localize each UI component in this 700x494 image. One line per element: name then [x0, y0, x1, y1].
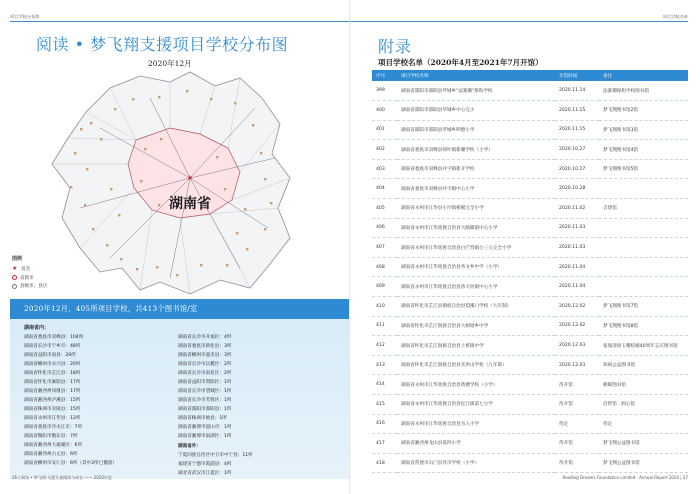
- cell-note: 知病公益图书馆: [599, 355, 688, 375]
- cell-time: 2020.10.27: [555, 159, 599, 179]
- cell-name: 湖南省湘西州龙山县第四小学: [397, 434, 555, 454]
- cell-time: 2020.10.27: [555, 140, 599, 160]
- cell-note: 梦飞翔图书馆8馆: [599, 316, 688, 336]
- cell-no: 412: [372, 336, 397, 356]
- column-header: 备注: [599, 70, 688, 81]
- hunan-map-svg: [40, 68, 310, 296]
- cell-no: 402: [372, 140, 397, 160]
- cell-name: 湖南省娄底市双峰县荷叶镇新耀学校（小学）: [397, 140, 555, 160]
- map-date: 2020年12月: [148, 59, 192, 68]
- cell-no: 408: [372, 257, 397, 277]
- school-list-title: 项目学校名单（2020年4月至2021年7月开馆）: [378, 58, 543, 67]
- column-header: 序号: [372, 70, 397, 81]
- summary-line: 湖南省怀化市麻阳县：17所: [24, 380, 81, 385]
- table-row: [372, 159, 688, 179]
- summary-line: 湖南省郴州市安仁县：6所（其中2所已撤废）: [24, 461, 118, 466]
- cell-name: 湖南省永州市江华瑶族自治县为人小学: [397, 414, 555, 434]
- map-title: 阅读 • 梦飞翔支援项目学校分布图: [36, 35, 289, 54]
- table-row: [372, 257, 688, 277]
- cell-no: 415: [372, 395, 397, 415]
- summary-line: 湖南省株洲市炎陵县：15所: [24, 407, 81, 412]
- cell-no: 413: [372, 355, 397, 375]
- summary-line: 湖南省株洲市攸县：1所: [178, 416, 227, 421]
- cell-name: 湖南省怀化市芷江侗族自治县土桥镇中学: [397, 336, 555, 356]
- cell-name: 湖南省永州市江华瑶族自治县大路铺镇中心小学: [397, 218, 555, 238]
- table-row: [372, 140, 688, 160]
- summary-line: 湖南省湘潭市韶山市：1所: [178, 425, 232, 430]
- summary-line: 湖南省湘西州古丈县：6所: [24, 452, 78, 457]
- summary-line: 湖南省怀化市芷江县：18所: [24, 371, 81, 376]
- cell-time: 2020.11.15: [555, 101, 599, 121]
- cell-note: [599, 277, 688, 297]
- cell-no: 401: [372, 120, 397, 140]
- city-dot-icon: [12, 275, 17, 280]
- left-footer: 26 | 阅读 • 梦飞翔 支援儿童阅读与成长 —— 2020年度: [12, 475, 112, 480]
- table-row: [372, 120, 688, 140]
- table-row: [372, 297, 688, 317]
- cell-name: 湖南省娄底市双峰县井字镇新开学校: [397, 159, 555, 179]
- distribution-map: [40, 68, 310, 296]
- table-row: [372, 395, 688, 415]
- cell-no: 403: [372, 159, 397, 179]
- cell-name: 湖南省永州市江华瑶族自治县黄塘学校（小学）: [397, 375, 555, 395]
- star-icon: ★: [12, 265, 18, 272]
- cell-no: 405: [372, 199, 397, 219]
- right-page: [350, 0, 700, 494]
- cell-no: 409: [372, 277, 397, 297]
- cell-time: 待开馆: [555, 375, 599, 395]
- cell-name: 湖南省永州市江华瑶族自治县白芒营镇小三元完全小学: [397, 238, 555, 258]
- table-row: [372, 179, 688, 199]
- cell-time: 2020.12.03: [555, 355, 599, 375]
- summary-line: 湖南省益阳市南县：29所: [24, 353, 76, 358]
- right-header: 项目学校名单: [662, 14, 688, 19]
- province-inside-label: 湖南省内：: [24, 325, 50, 331]
- table-row: [372, 238, 688, 258]
- cell-time: 待开馆: [555, 395, 599, 415]
- summary-column-2: [178, 333, 253, 478]
- summary-line: 湖南省益阳市资阳区：1所: [178, 380, 232, 385]
- cell-time: 待开馆: [555, 453, 599, 473]
- table-row: [372, 453, 688, 473]
- cell-note: 梦飞翔图书馆2馆: [599, 101, 688, 121]
- cell-time: 2020.11.04: [555, 257, 599, 277]
- summary-line: 湖南省长沙市雨花区：2所: [178, 371, 232, 376]
- cell-name: 湖南省娄底市双峰县井字镇中心小学: [397, 179, 555, 199]
- cell-note: 法寨珊保和学校图书馆: [599, 81, 688, 101]
- legend-label: 县级市、县区: [20, 284, 48, 289]
- table-row: [372, 277, 688, 297]
- cell-name: 湖南省常德市石门县苏市学校（小学）: [397, 453, 555, 473]
- right-footer: Reading Dreams Foundation Limited · Annual Report 2020 | 27: [562, 475, 688, 480]
- cell-no: 407: [372, 238, 397, 258]
- summary-line: 湖南省长沙市望城区：1所: [178, 389, 232, 394]
- legend-label: 省辖市: [20, 275, 34, 281]
- summary-column-1: [24, 333, 117, 468]
- summary-line: 湖南省长沙市岳麓区：2所: [178, 362, 232, 367]
- summary-line: 湖南省娄底市冷水江市：7所: [24, 425, 83, 430]
- cell-no: 416: [372, 414, 397, 434]
- cell-note: [599, 179, 688, 199]
- cell-no: 406: [372, 218, 397, 238]
- summary-title: 2020年12月，405所项目学校，共413个图书馆/室: [10, 299, 350, 319]
- capital-star-icon: ★: [186, 174, 194, 182]
- cell-name: 湖南省永州市江华瑶族自治县沱江镇第七小学: [397, 395, 555, 415]
- right-header-rule: [350, 21, 688, 22]
- summary-line: 湖南省衡阳市衡东县：7所: [24, 434, 78, 439]
- cell-note: 待定: [599, 414, 688, 434]
- appendix-title: 附录: [378, 37, 413, 56]
- cell-time: 待定: [555, 414, 599, 434]
- summary-line: 湖南省邵阳市邵阳县：1所: [178, 407, 232, 412]
- legend-label: 省会: [21, 267, 31, 272]
- cell-time: 2020.11.02: [555, 199, 599, 219]
- cell-note: 梦飞翔图书馆4馆: [599, 140, 688, 160]
- table-row: [372, 218, 688, 238]
- cell-name: 湖南省怀化市芷江县侗族自治县梨溪口学校（九年制）: [397, 297, 555, 317]
- cell-time: 2020.11.03: [555, 238, 599, 258]
- cell-time: 2020.10.28: [555, 179, 599, 199]
- cell-name: 湖南省永州市江华瑶族自治县涔天河镇中心小学: [397, 277, 555, 297]
- table-row: [372, 355, 688, 375]
- summary-line: 湖南省娄底市双峰县：104所: [24, 335, 84, 340]
- summary-line: 湖北省武汉市江夏区：1所: [178, 471, 232, 476]
- left-header: 项目学校分布图: [10, 14, 40, 19]
- cell-no: 417: [372, 434, 397, 454]
- cell-note: 梦飞翔图书馆7馆: [599, 297, 688, 317]
- legend-row-capital: [12, 266, 48, 272]
- summary-line: 湖南省湘潭市雨湖区：1所: [178, 434, 232, 439]
- table-body: [372, 81, 688, 473]
- summary-line: 湖南省郴州市永兴县：20所: [24, 362, 81, 367]
- table-row: [372, 375, 688, 395]
- cell-time: 2020.11.14: [555, 81, 599, 101]
- cell-time: 2020.12.03: [555, 336, 599, 356]
- province-outside-label: 湖南省外：: [178, 444, 201, 449]
- cell-name: 湖南省永州市江华县小圩镇桥铺完全小学: [397, 199, 555, 219]
- left-header-rule: [10, 21, 350, 22]
- cell-name: 湖南省永州市江华瑶族自治县务文乡中学（小学）: [397, 257, 555, 277]
- cell-name: 湖南省怀化市芷江侗族自治县大树坳乡中学: [397, 316, 555, 336]
- summary-line: 湖南省长沙市开福区：4所: [178, 335, 232, 340]
- table-row: [372, 434, 688, 454]
- cell-note: 梦飞翔公益图书馆: [599, 453, 688, 473]
- summary-line: 湖南省永州市江华县：12所: [24, 416, 81, 421]
- summary-line: 湖南省长沙市宁乡市：48所: [24, 344, 81, 349]
- column-header: 项目学校名称: [397, 70, 555, 81]
- summary-line: 湖南省湘西州凤凰县：17所: [24, 389, 81, 394]
- cell-time: 待开馆: [555, 434, 599, 454]
- table-row: [372, 414, 688, 434]
- table-row: [372, 336, 688, 356]
- legend-row-county: [12, 283, 48, 289]
- legend-title: 图例: [12, 256, 23, 262]
- cell-note: 梦飞翔图书馆5馆: [599, 159, 688, 179]
- summary-panel: [10, 299, 350, 479]
- table-header-row: [372, 70, 688, 81]
- cell-note: [599, 218, 688, 238]
- cell-note: 朝晖图书馆: [599, 375, 688, 395]
- cell-no: 400: [372, 101, 397, 121]
- cell-note: 自建馆: [599, 199, 688, 219]
- cell-note: 启智馆 · 润心馆: [599, 395, 688, 415]
- cell-note: [599, 238, 688, 258]
- cell-note: 张瑞清徐玉耀结婚40周年志庆图书馆: [599, 336, 688, 356]
- cell-name: 湖南省邵阳市邵阳县罗城乡"法寨珊"保和学校: [397, 81, 555, 101]
- province-label: 湖南省: [169, 196, 211, 212]
- summary-line: 福建省宁德市霞浦县：4所: [178, 462, 232, 467]
- summary-line: 宁夏回族自治区中卫市中宁县：11所: [178, 453, 253, 458]
- cell-time: 2020.12.02: [555, 297, 599, 317]
- cell-name: 湖南省邵阳市邵阳县罗城乡中心完小: [397, 101, 555, 121]
- map-legend: [12, 255, 48, 292]
- cell-no: 418: [372, 453, 397, 473]
- cell-no: 410: [372, 297, 397, 317]
- county-circle-icon: [12, 284, 17, 289]
- summary-line: 湖南省长沙市芙蓉区：1所: [178, 398, 232, 403]
- summary-line: 湖南省湘西州泸溪县：15所: [24, 398, 81, 403]
- cell-note: 梦飞翔图书馆3馆: [599, 120, 688, 140]
- cell-no: 414: [372, 375, 397, 395]
- legend-row-city: [12, 275, 48, 281]
- table-row: [372, 101, 688, 121]
- summary-line: 湖南省湘西州大通湖区：6所: [24, 443, 83, 448]
- cell-time: 2020.12.02: [555, 316, 599, 336]
- table-row: [372, 199, 688, 219]
- cell-note: [599, 257, 688, 277]
- table-row: [372, 316, 688, 336]
- summary-line: 湖南省娄底市新化县：3所: [178, 344, 232, 349]
- cell-time: 2020.11.15: [555, 120, 599, 140]
- cell-no: 404: [372, 179, 397, 199]
- cell-time: 2020.11.03: [555, 218, 599, 238]
- school-list-table: [372, 70, 688, 473]
- column-header: 开馆时间: [555, 70, 599, 81]
- summary-line: 湖南省郴州市嘉禾县：3所: [178, 353, 232, 358]
- cell-note: 梦飞翔公益图书馆: [599, 434, 688, 454]
- cell-time: 2020.11.04: [555, 277, 599, 297]
- cell-name: 湖南省怀化市芷江侗族自治县禾洪山学校（九年制）: [397, 355, 555, 375]
- cell-name: 湖南省邵阳市邵阳县罗城乡明德小学: [397, 120, 555, 140]
- cell-no: 411: [372, 316, 397, 336]
- table-row: [372, 81, 688, 101]
- cell-no: 399: [372, 81, 397, 101]
